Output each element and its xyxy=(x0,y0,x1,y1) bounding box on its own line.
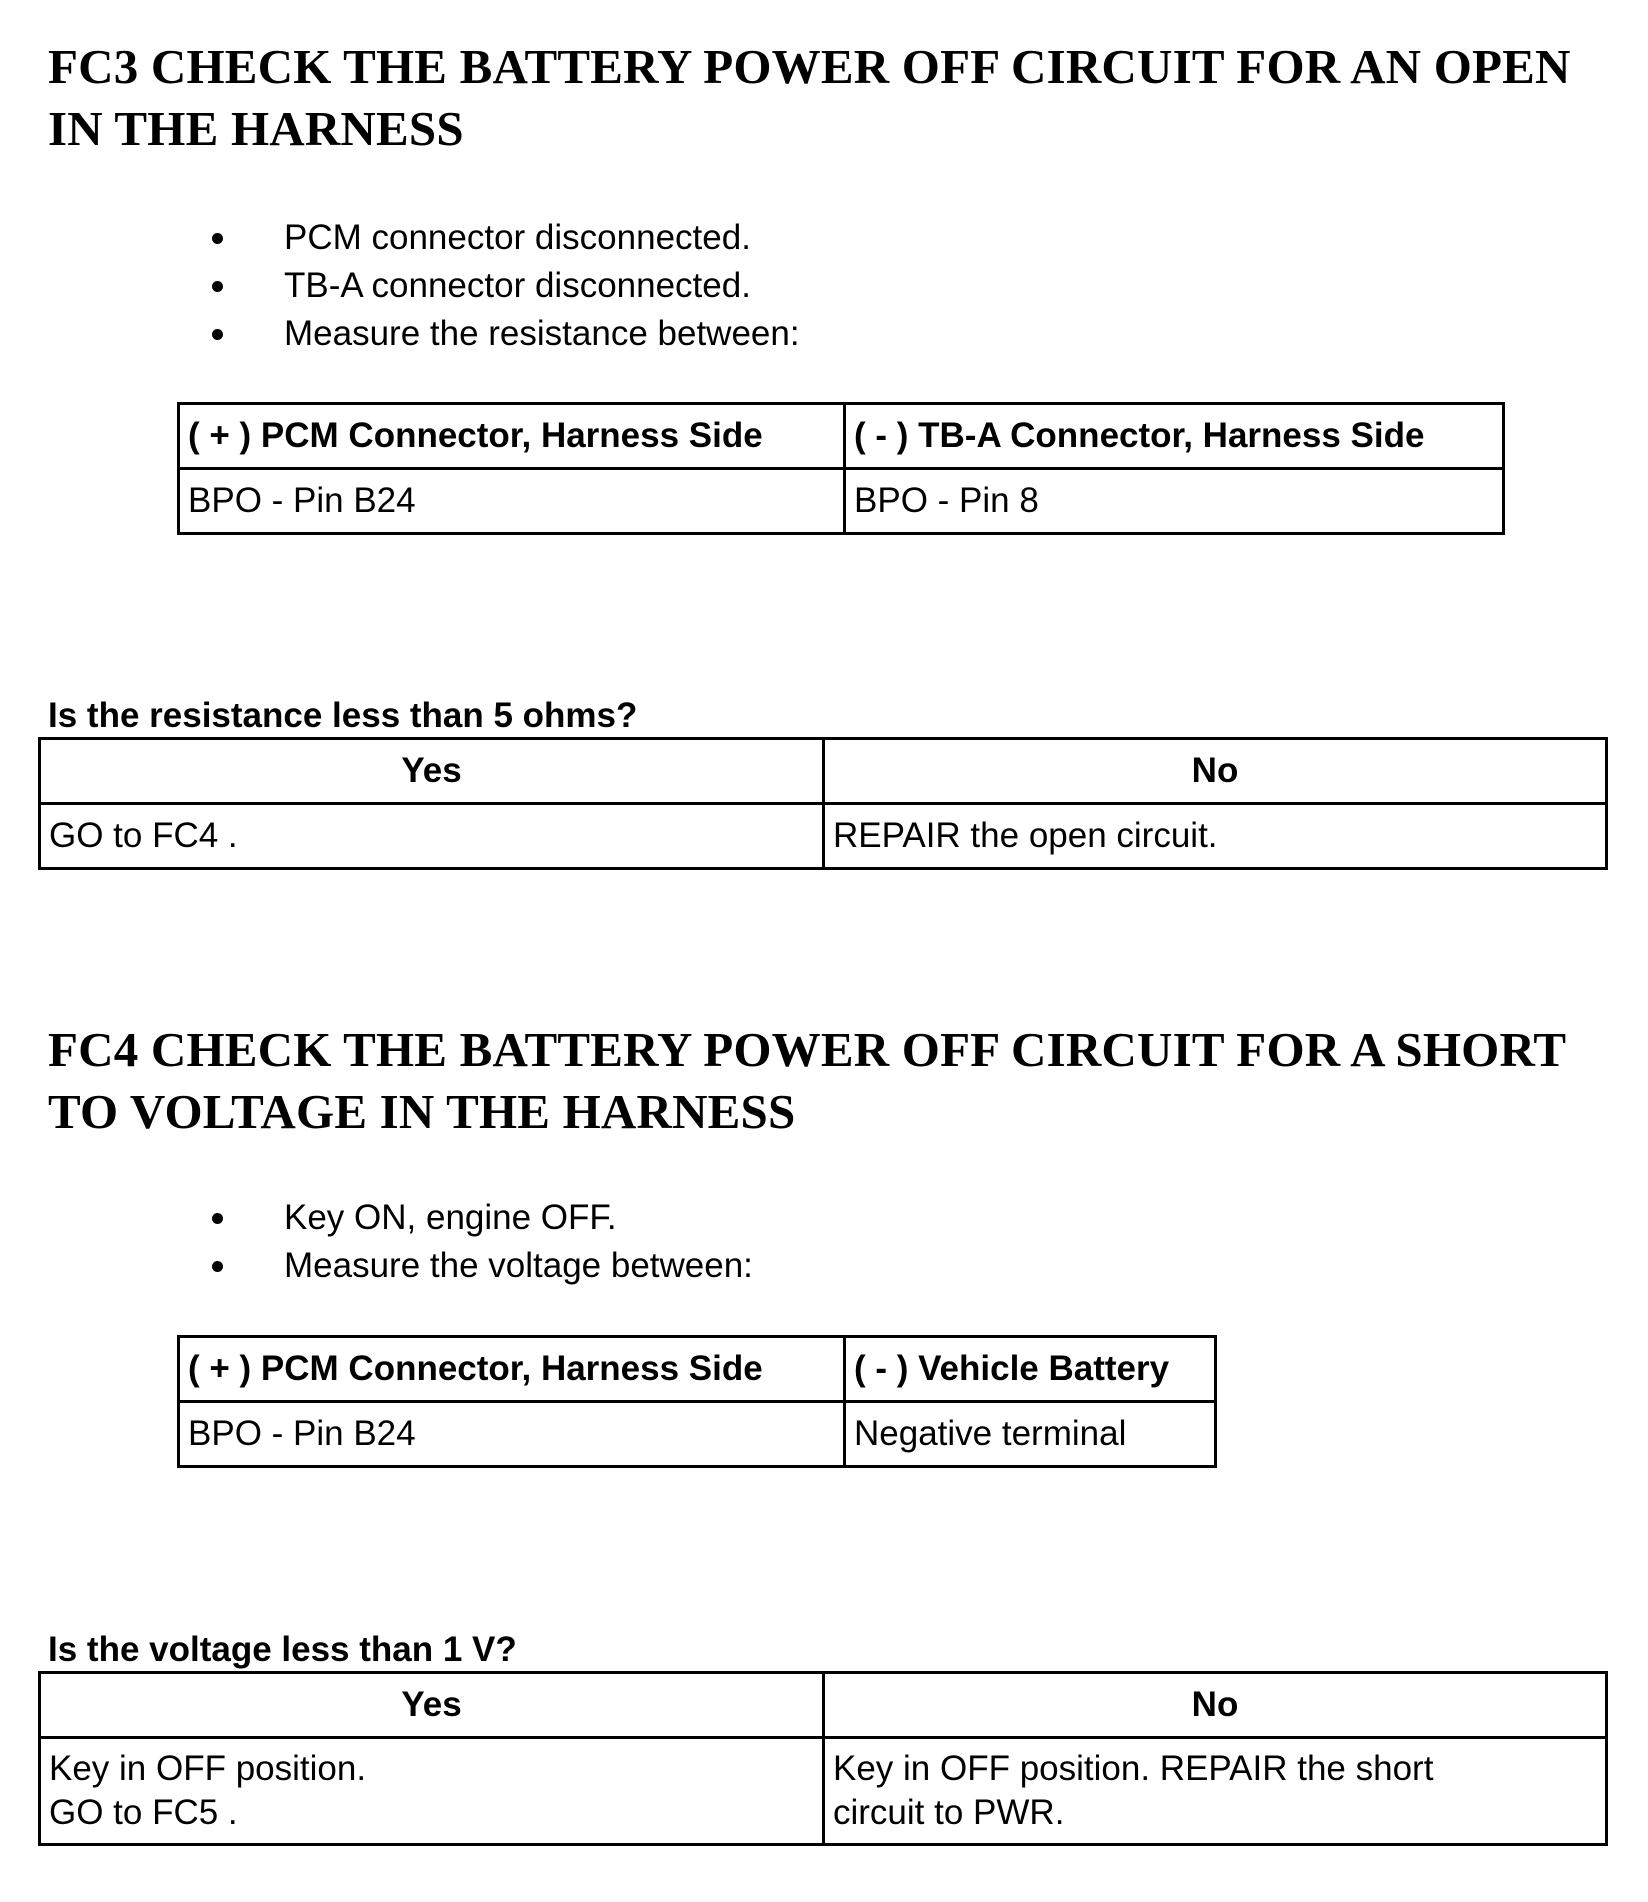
list-item xyxy=(200,310,800,358)
yes-header: Yes xyxy=(40,1673,824,1738)
fc4-decision-table xyxy=(38,1671,1608,1846)
fc3-steps-list xyxy=(200,214,800,358)
yes-action: GO to FC4 . xyxy=(40,804,824,869)
table-row xyxy=(179,469,1504,534)
step-text: Key ON, engine OFF. xyxy=(284,1198,617,1237)
table-row xyxy=(179,1402,1216,1467)
yes-header: Yes xyxy=(40,739,824,804)
no-header: No xyxy=(824,739,1607,804)
fc3-decision-table xyxy=(38,737,1608,870)
table-header-row xyxy=(179,1337,1216,1402)
fc4-measurement-table xyxy=(177,1335,1217,1468)
header-cell: ( + ) PCM Connector, Harness Side xyxy=(179,1337,845,1402)
table-row xyxy=(40,804,1607,869)
yes-action-line: GO to FC5 . xyxy=(49,1793,238,1832)
table-header-row xyxy=(40,739,1607,804)
list-item xyxy=(200,262,800,310)
table-cell: BPO - Pin B24 xyxy=(179,469,845,534)
table-cell: Negative terminal xyxy=(845,1402,1216,1467)
list-item xyxy=(200,214,800,262)
step-text: Measure the voltage between: xyxy=(284,1246,753,1285)
no-action xyxy=(824,1738,1607,1845)
table-cell: BPO - Pin B24 xyxy=(179,1402,845,1467)
no-action-line: Key in OFF position. REPAIR the short xyxy=(833,1749,1434,1788)
bullet-icon xyxy=(212,233,223,244)
bullet-icon xyxy=(212,281,223,292)
table-cell: BPO - Pin 8 xyxy=(845,469,1504,534)
bullet-icon xyxy=(212,329,223,340)
step-text: PCM connector disconnected. xyxy=(284,218,751,257)
header-cell: ( - ) TB-A Connector, Harness Side xyxy=(845,404,1504,469)
header-cell: ( + ) PCM Connector, Harness Side xyxy=(179,404,845,469)
yes-action-line: Key in OFF position. xyxy=(49,1749,367,1788)
table-header-row xyxy=(40,1673,1607,1738)
step-text: TB-A connector disconnected. xyxy=(284,266,751,305)
list-item xyxy=(200,1194,753,1242)
yes-action xyxy=(40,1738,824,1845)
step-text: Measure the resistance between: xyxy=(284,314,800,353)
table-header-row xyxy=(179,404,1504,469)
no-action: REPAIR the open circuit. xyxy=(824,804,1607,869)
table-row xyxy=(40,1738,1607,1845)
no-header: No xyxy=(824,1673,1607,1738)
fc4-heading: FC4 CHECK THE BATTERY POWER OFF CIRCUIT FOR A SHORT TO VOLTAGE IN THE HARNESS xyxy=(48,1022,1566,1139)
fc3-heading: FC3 CHECK THE BATTERY POWER OFF CIRCUIT FOR AN OPEN IN THE HARNESS xyxy=(48,39,1571,156)
no-action-line: circuit to PWR. xyxy=(833,1793,1065,1832)
fc4-question: Is the voltage less than 1 V? xyxy=(48,1630,517,1669)
fc3-question: Is the resistance less than 5 ohms? xyxy=(48,696,638,735)
list-item xyxy=(200,1242,753,1290)
bullet-icon xyxy=(212,1261,223,1272)
fc4-steps-list xyxy=(200,1194,753,1290)
fc3-measurement-table xyxy=(177,402,1505,535)
bullet-icon xyxy=(212,1213,223,1224)
header-cell: ( - ) Vehicle Battery xyxy=(845,1337,1216,1402)
